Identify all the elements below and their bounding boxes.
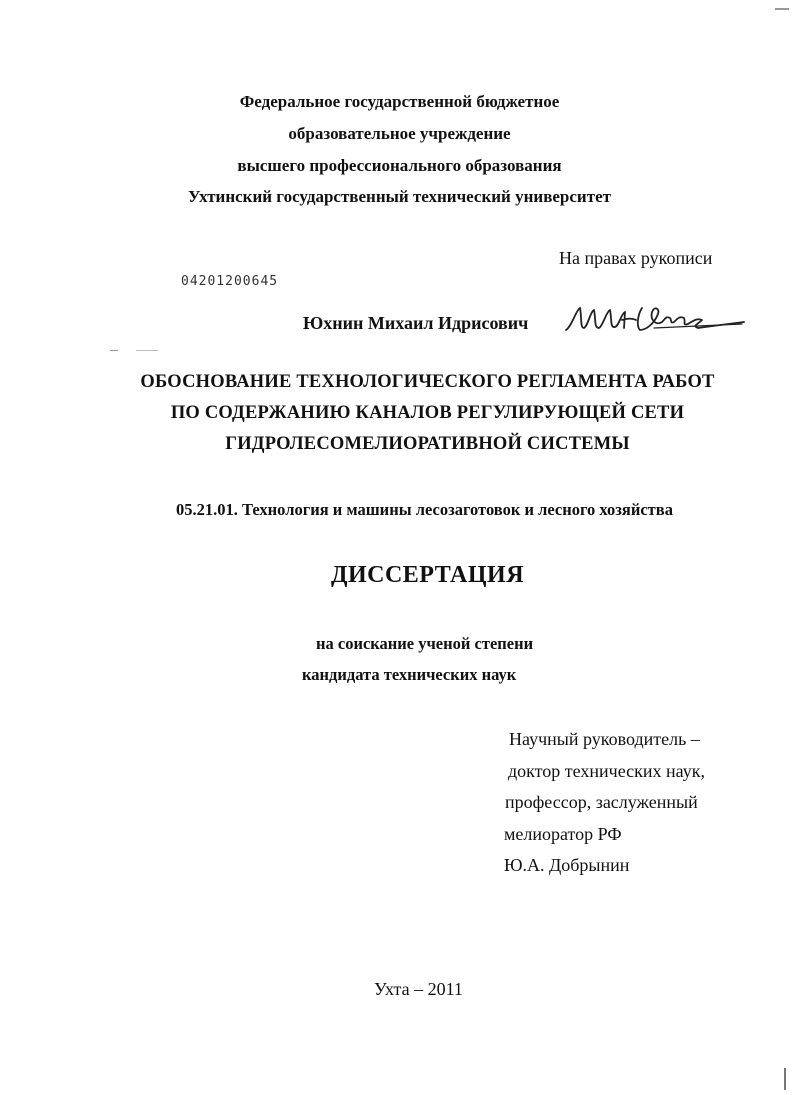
- institution-line-2: образовательное учреждение: [288, 124, 511, 143]
- institution-line-1: Федеральное государственной бюджетное: [239, 92, 560, 111]
- advisor-line-4: мелиоратор РФ: [504, 824, 622, 844]
- advisor-line-5: Ю.А. Добрынин: [504, 855, 630, 875]
- author-name: Юхнин Михаил Идрисович: [303, 313, 529, 333]
- scan-artifact: [136, 350, 158, 351]
- institution-line-4: Ухтинский государственный технический университет: [188, 187, 611, 206]
- advisor-line-3: профессор, заслуженный: [505, 792, 698, 812]
- scan-artifact: [784, 1068, 786, 1090]
- degree-line-1: на соискание ученой степени: [316, 634, 534, 653]
- title-line-1: ОБОСНОВАНИЕ ТЕХНОЛОГИЧЕСКОГО РЕГЛАМЕНТА РАБОТ: [140, 372, 715, 392]
- title-line-2: ПО СОДЕРЖАНИЮ КАНАЛОВ РЕГУЛИРУЮЩЕЙ СЕТИ: [170, 403, 685, 423]
- scan-artifact: [110, 350, 118, 351]
- advisor-line-2: доктор технических наук,: [508, 761, 705, 781]
- catalog-number: 04201200645: [181, 274, 279, 289]
- scan-artifact: [775, 8, 789, 10]
- degree-line-2: кандидата технических наук: [302, 665, 517, 684]
- signature-icon: [562, 300, 747, 340]
- city-year: Ухта – 2011: [374, 979, 463, 999]
- specialty: 05.21.01. Технология и машины лесозаготовок и лесного хозяйства: [176, 500, 673, 519]
- document-type: ДИССЕРТАЦИЯ: [330, 562, 525, 588]
- institution-line-3: высшего профессионального образования: [237, 156, 562, 175]
- advisor-line-1: Научный руководитель –: [509, 729, 700, 749]
- rights-note: На правах рукописи: [559, 248, 713, 268]
- title-line-3: ГИДРОЛЕСОМЕЛИОРАТИВНОЙ СИСТЕМЫ: [225, 434, 630, 454]
